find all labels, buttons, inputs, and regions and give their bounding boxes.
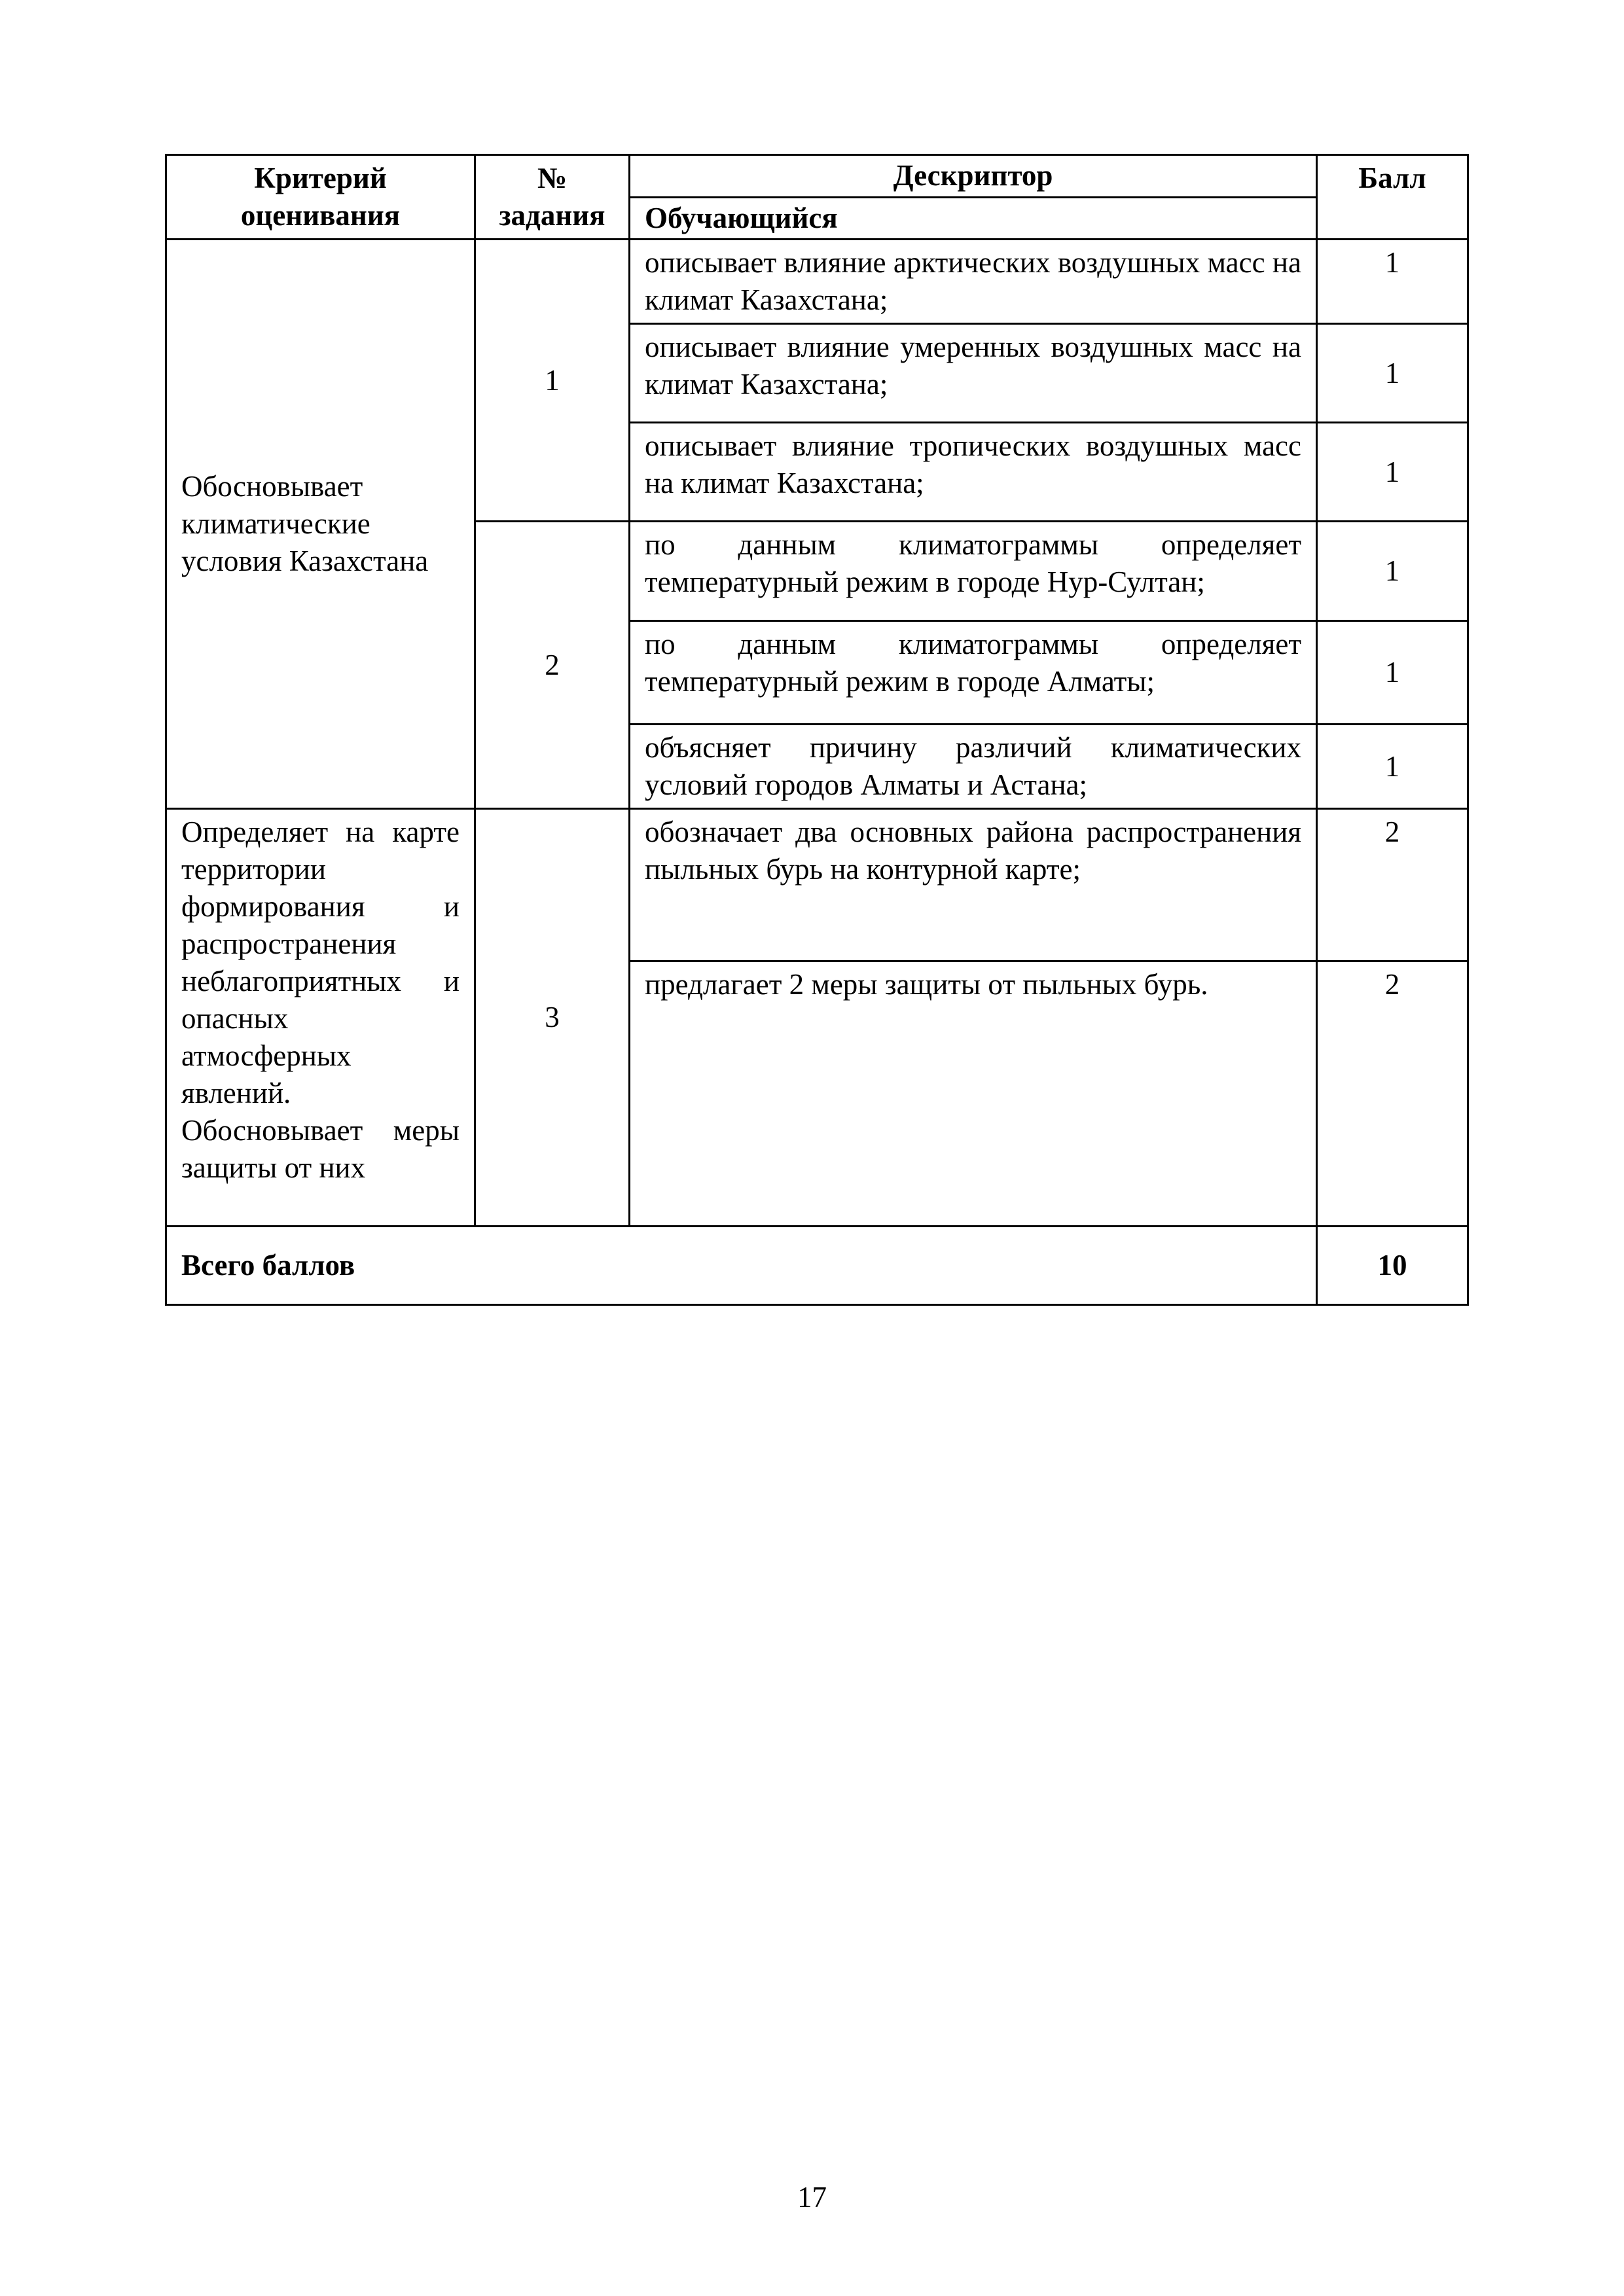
descriptor-cell: описывает влияние умеренных воздушных масс на климат Казахстана;	[630, 324, 1317, 423]
score-cell: 1	[1317, 621, 1468, 725]
descriptor-cell: объясняет причину различий климатических условий городов Алматы и Астана;	[630, 725, 1317, 809]
criterion-cell: Определяет на карте территории формирования и распространения неблагоприятных и опасных атмосферных явлений. Обосновывает меры защиты от них	[166, 809, 475, 1227]
table-row	[166, 809, 1468, 961]
table-row	[166, 240, 1468, 324]
descriptor-cell: предлагает 2 меры защиты от пыльных бурь.	[630, 961, 1317, 1227]
total-label: Всего баллов	[166, 1227, 1317, 1305]
header-descriptor: Дескриптор	[630, 155, 1317, 198]
header-task-number: № задания	[475, 155, 630, 240]
descriptor-cell: описывает влияние арктических воздушных масс на климат Казахстана;	[630, 240, 1317, 324]
descriptor-cell: обозначает два основных района распространения пыльных бурь на контурной карте;	[630, 809, 1317, 961]
page-number: 17	[797, 2181, 827, 2214]
score-cell: 1	[1317, 240, 1468, 324]
descriptor-cell: по данным климатограммы определяет температурный режим в городе Нур-Султан;	[630, 522, 1317, 621]
header-score: Балл	[1317, 155, 1468, 240]
score-cell: 1	[1317, 725, 1468, 809]
descriptor-cell: описывает влияние тропических воздушных масс на климат Казахстана;	[630, 423, 1317, 522]
score-cell: 2	[1317, 809, 1468, 961]
header-learner: Обучающийся	[630, 197, 1317, 240]
total-value: 10	[1317, 1227, 1468, 1305]
score-cell: 1	[1317, 423, 1468, 522]
header-criterion: Критерий оценивания	[166, 155, 475, 240]
score-cell: 1	[1317, 324, 1468, 423]
task-number-cell: 1	[475, 240, 630, 522]
descriptor-cell: по данным климатограммы определяет температурный режим в городе Алматы;	[630, 621, 1317, 725]
score-cell: 1	[1317, 522, 1468, 621]
criterion-cell: Обосновывает климатические условия Казахстана	[166, 240, 475, 809]
task-number-cell: 2	[475, 522, 630, 809]
assessment-rubric-table	[165, 154, 1469, 1306]
task-number-cell: 3	[475, 809, 630, 1227]
header-row	[166, 155, 1468, 198]
score-cell: 2	[1317, 961, 1468, 1227]
total-row	[166, 1227, 1468, 1305]
